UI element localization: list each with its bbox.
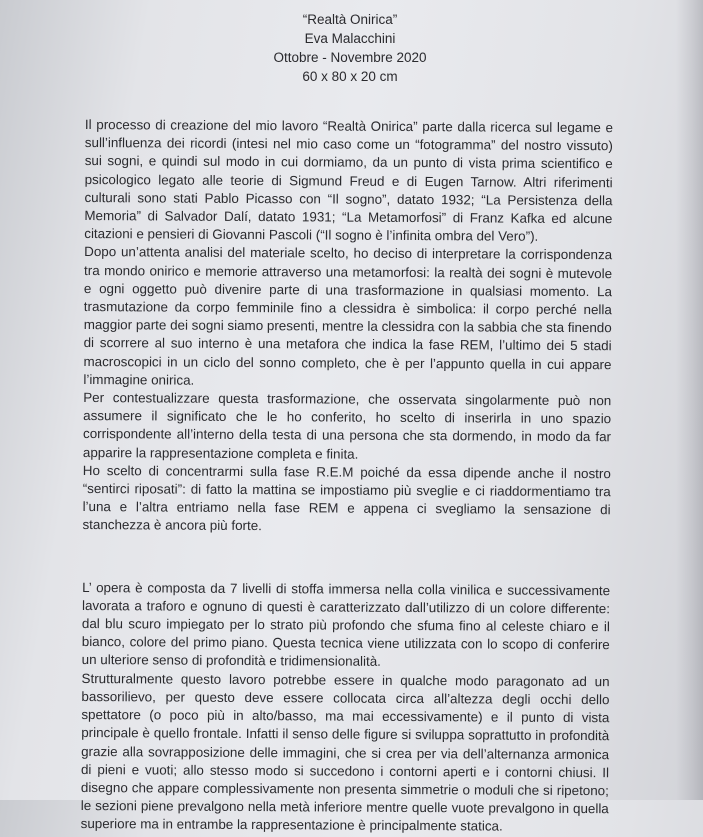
paragraph-references: Il processo di creazione del mio lavoro “Realtà Onirica” parte dalla ricerca sul legame e sull’influenza dei ricordi (intesi nel mio caso come un “fotogramma” del nostro vissuto) sui sogni, e quindi sul modo in cui dormiamo, da un punto di vista prima scientifico e psicologico legato alle teorie di Sigmund Freud e di Eugen Tarnow. Altri riferimenti culturali sono stati Pablo Picasso con “Il sogno”, datato 1932; “La Persistenza della Memoria” di Salvador Dalí, datato 1931; “La Metamorfosi” di Franz Kafka ed alcune citazioni e pensieri di Giovanni Pascoli (“Il sogno è l’infinita ombra del Vero”). — [84, 116, 613, 244]
paragraph-metamorphosis: Dopo un’attenta analisi del materiale scelto, ho deciso di interpretare la corrispondenza tra mondo onirico e memorie attraverso una metamorfosi: la realtà dei sogni è mutevole e ogni oggetto può divenire parte di una trasformazione in qualsiasi momento. La trasmutazione da corpo femminile fino a clessidra è simbolica: il corpo perché nella maggior parte dei sogni siamo presenti, mentre la clessidra con la sabbia che sta finendo di scorrere al suo interno è una metafora che indica la fase REM, l’ultimo dei 5 stadi macroscopici in un ciclo del sonno completo, che è per l’appunto quella in cui appare l’immagine onirica. — [83, 244, 613, 388]
artwork-title: “Realtà Onirica” — [302, 12, 398, 27]
paragraph-context: Per contestualizzare questa trasformazione, che osservata singolarmente può non assumere il significato che le ho conferito, ho scelto di inserirla in uno spazio corrispondente all’interno della testa di una persona che sta dormendo, in modo da far apparire la rappresentazione completa e finita. — [82, 390, 612, 462]
artwork-dimensions: 60 x 80 x 20 cm — [302, 69, 398, 84]
document-body — [81, 116, 613, 837]
document-header — [0, 10, 700, 86]
paragraph-rem-phase: Ho scelto di concentrarmi sulla fase R.E.M poiché da essa dipende anche il nostro “sentirci riposati”: di fatto la mattina se impostiamo più sveglie e ci riaddormentiamo tra l’una e l’altra entriamo nella fase REM e appena ci svegliamo la sensazione di stanchezza è ancora più forte. — [82, 462, 611, 534]
paper-fold-shadow — [676, 0, 703, 800]
artist-name: Eva Malacchini — [304, 31, 396, 46]
paragraph-technique: L’ opera è composta da 7 livelli di stoffa immersa nella colla vinilica e successivamente lavorata a traforo e ognuno di questi è caratterizzato dall’utilizzo di un colore differente: dal blu scuro impiegato per lo strato più profondo che sfuma fino al celeste chiaro e il bianco, colore del primo piano. Questa tecnica viene utilizzata con lo scopo di conferire un ulteriore senso di profondità e tridimensionalità. — [81, 579, 611, 670]
artwork-date: Ottobre - Novembre 2020 — [273, 50, 427, 65]
paragraph-structure: Strutturalmente questo lavoro potrebbe essere in qualche modo paragonato ad un bassorilievo, per questo deve essere collocata circa all’altezza degli occhi dello spettatore (o poco più in alto/basso, ma mai eccessivamente) e il punto di vista principale è quello frontale. Infatti il senso delle figure si sviluppa soprattutto in profondità grazie alla sovrapposizione delle immagini, che si crea per via dell’alternanza armonica di pieni e vuoti; allo stesso modo si succedono i contorni aperti e i contorni chiusi. Il disegno che appare complessivamente non presenta simmetrie o moduli che si ripetono; le sezioni piene prevalgono nella metà inferiore mentre quelle vuote prevalgono in quella superiore ma in entrambe la rappresentazione è principalmente statica. — [80, 670, 610, 834]
